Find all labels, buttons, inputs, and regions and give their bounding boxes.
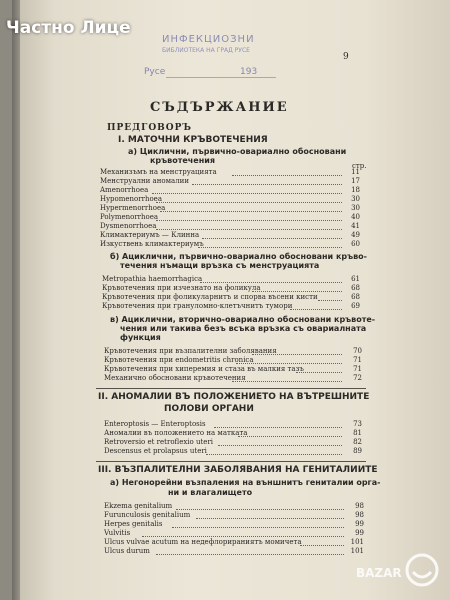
toc-page: 70 xyxy=(353,347,362,355)
leader-dots xyxy=(142,536,344,537)
seller-watermark: Частно Лице xyxy=(6,18,131,38)
toc-page: 99 xyxy=(355,529,364,537)
subsection-heading-cont: кръвотечения xyxy=(150,156,215,165)
leader-dots xyxy=(238,436,342,437)
section-divider xyxy=(96,461,366,462)
section-divider xyxy=(96,388,366,389)
leader-dots xyxy=(252,291,342,292)
toc-entry: Кръвотечения при възпалителни заболявания xyxy=(104,347,277,355)
toc-page: 68 xyxy=(351,293,360,301)
toc-entry: Hypermenorrhoea xyxy=(100,204,166,212)
preface-heading: ПРЕДГОВОРЪ xyxy=(107,123,193,133)
toc-page: 18 xyxy=(351,186,360,194)
toc-entry: Amenorrhoea xyxy=(100,186,149,194)
toc-page: 71 xyxy=(353,365,362,373)
toc-page: 69 xyxy=(351,302,360,310)
leader-dots xyxy=(296,372,342,373)
toc-entry: Климактериумъ — Клинна xyxy=(100,231,200,239)
page-number: 9 xyxy=(343,52,349,62)
leader-dots xyxy=(218,445,342,446)
stamp-line-2: БИБЛИОТЕКА НА ГРАД РУСЕ xyxy=(162,47,250,54)
toc-page: 30 xyxy=(351,195,360,203)
leader-dots xyxy=(160,211,342,212)
toc-entry: Менструални аномалии xyxy=(100,177,189,185)
section-heading-cont: ПОЛОВИ ОРГАНИ xyxy=(164,404,254,414)
toc-page: 71 xyxy=(353,356,362,364)
stamp-year: 193 xyxy=(240,67,258,77)
leader-dots xyxy=(156,220,342,221)
toc-page: 61 xyxy=(351,275,360,283)
stamp-city: Русе xyxy=(144,67,166,77)
toc-entry: Кръвотечения при endometritis chronica xyxy=(104,356,254,364)
toc-entry: Ekzema genitalium xyxy=(104,502,173,510)
leader-dots xyxy=(198,247,342,248)
toc-page: 68 xyxy=(351,284,360,292)
leader-dots xyxy=(206,454,342,455)
leader-dots xyxy=(156,554,344,555)
section-heading: III. ВЪЗПАЛИТЕЛНИ ЗАБОЛЯВАНИЯ НА ГЕНИТАЛИИТЕ xyxy=(98,465,378,475)
leader-dots xyxy=(156,229,342,230)
leader-dots xyxy=(300,545,344,546)
toc-entry: Vulvitis xyxy=(104,529,131,537)
toc-entry: Изкуствень климактериумъ xyxy=(100,240,204,248)
toc-entry: Кръвотечения при изчезнато на фоликула xyxy=(102,284,261,292)
brand-logo-text: BAZAR xyxy=(356,566,402,580)
toc-page: 98 xyxy=(355,511,364,519)
leader-dots xyxy=(172,527,344,528)
toc-page: 49 xyxy=(351,231,360,239)
subsection-heading-cont: функция xyxy=(120,333,161,342)
toc-entry: Enteroptosis — Enteroptosis xyxy=(104,420,206,428)
toc-entry: Механично обосновани кръвотечения xyxy=(104,374,246,382)
leader-dots xyxy=(152,193,342,194)
leader-dots xyxy=(232,381,342,382)
toc-entry: Аномалии въ положението на матката xyxy=(104,429,248,437)
leader-dots xyxy=(290,309,342,310)
toc-page: 60 xyxy=(351,240,360,248)
leader-dots xyxy=(202,238,342,239)
subsection-heading-cont: ни и влагалището xyxy=(168,488,253,497)
toc-page: 101 xyxy=(350,547,364,555)
subsection-heading: б) Ациклични, първично-овариално обосновани кръво- xyxy=(110,252,367,261)
subsection-heading: в) Ациклични, вторично-овариално обосновани кръвоте- xyxy=(110,315,376,324)
toc-page: 99 xyxy=(355,520,364,528)
page-column-label: стр. xyxy=(352,162,367,170)
toc-entry: Furunculosis genitalium xyxy=(104,511,191,519)
toc-page: 73 xyxy=(353,420,362,428)
leader-dots xyxy=(200,282,342,283)
toc-page: 89 xyxy=(353,447,362,455)
toc-page: 72 xyxy=(353,374,362,382)
subsection-heading-cont: чения или такива безъ всъка връзка съ овариалната xyxy=(120,324,367,333)
bazar-logo-icon xyxy=(404,552,440,588)
toc-entry: Dysmenorrhoea xyxy=(100,222,157,230)
leader-dots xyxy=(192,184,342,185)
leader-dots xyxy=(176,509,344,510)
leader-dots xyxy=(232,175,342,176)
leader-dots xyxy=(236,363,342,364)
toc-entry: Кръвотечения при хиперемия и стаза въ малкия тазъ xyxy=(104,365,304,373)
toc-page: 101 xyxy=(350,538,364,546)
toc-entry: Retroversio et retroflexio uteri xyxy=(104,438,214,446)
library-stamp xyxy=(132,34,308,77)
leader-dots xyxy=(252,354,342,355)
toc-page: 98 xyxy=(355,502,364,510)
subsection-heading: а) Негонорейни възпаления на външнитъ гениталии орга- xyxy=(110,478,381,487)
toc-page: 40 xyxy=(351,213,360,221)
leader-dots xyxy=(156,202,342,203)
toc-entry: Кръвотечения при фоликуларнитъ и спорва въсени кисти xyxy=(102,293,318,301)
toc-entry: Ulcus durum xyxy=(104,547,150,555)
subsection-heading-cont: течения нъмащи връзка съ менструацията xyxy=(120,261,320,270)
toc-entry: Descensus et prolapsus uteri xyxy=(104,447,207,455)
toc-entry: Механизъмъ на менструацията xyxy=(100,168,217,176)
page-title: СЪДЪРЖАНИЕ xyxy=(150,100,289,115)
toc-entry: Herpes genitalis xyxy=(104,520,163,528)
toc-entry: Ulcus vulvae acutum на недефлорираниятъ момичета xyxy=(104,538,302,546)
toc-page: 11 xyxy=(351,168,360,176)
toc-entry: Hypomenorrhoea xyxy=(100,195,162,203)
toc-entry: Кръвотечения при грануломно-клетъчнитъ тумори xyxy=(102,302,293,310)
section-heading: II. АНОМАЛИИ ВЪ ПОЛОЖЕНИЕТО НА ВЪТРЕШНИТЕ xyxy=(98,392,370,402)
toc-page: 81 xyxy=(353,429,362,437)
toc-entry: Metropathia haemorrhagica xyxy=(102,275,203,283)
toc-entry: Polymenorrhoea xyxy=(100,213,159,221)
subsection-heading: а) Циклични, първично-овариално обосновани xyxy=(128,147,347,156)
section-heading: I. МАТОЧНИ КРЪВОТЕЧЕНИЯ xyxy=(118,135,268,145)
toc-page: 30 xyxy=(351,204,360,212)
toc-page: 17 xyxy=(351,177,360,185)
leader-dots xyxy=(214,427,342,428)
stamp-line-1: ИНФЕКЦИОЗНИ xyxy=(162,34,255,45)
stamp-underline xyxy=(166,77,276,78)
toc-page: 41 xyxy=(351,222,360,230)
toc-page: 82 xyxy=(353,438,362,446)
leader-dots xyxy=(196,518,344,519)
